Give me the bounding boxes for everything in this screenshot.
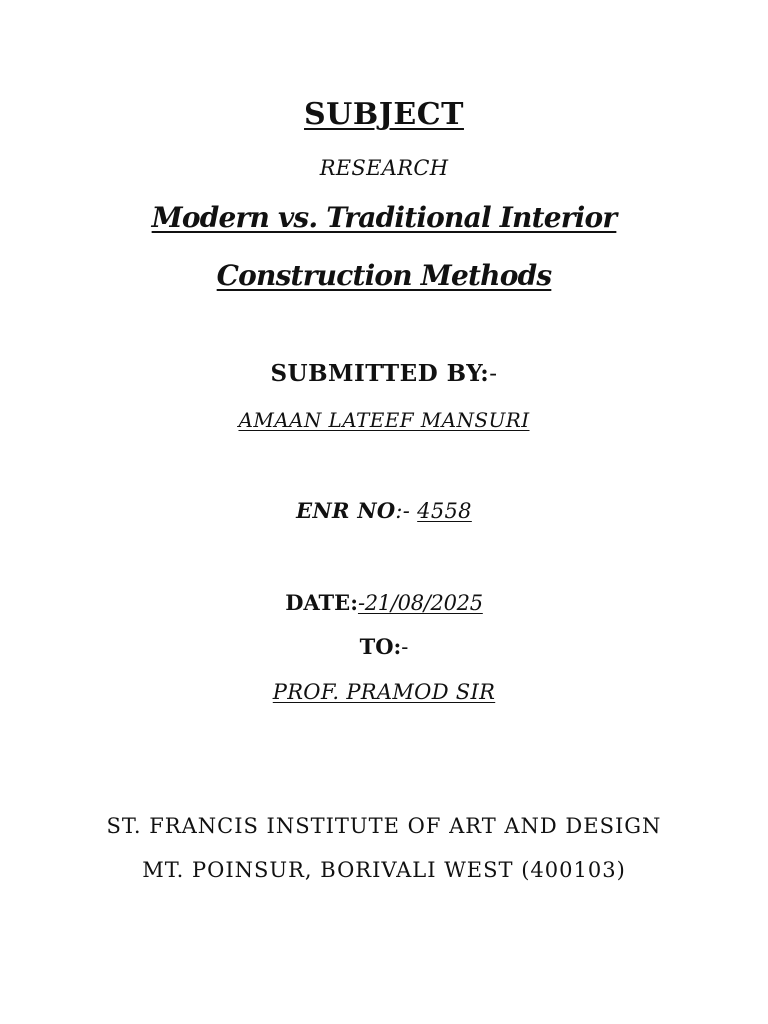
title-line-1: Modern vs. Traditional Interior (151, 201, 617, 234)
title-line-2-wrap (0, 259, 768, 292)
student-name-line (0, 410, 768, 430)
to-label: TO: (359, 634, 402, 659)
subject-heading: SUBJECT (304, 97, 464, 132)
date-value: -21/08/2025 (357, 591, 483, 615)
submitted-by-label: SUBMITTED BY: (270, 360, 490, 387)
date-line (0, 592, 768, 614)
enrollment-number: 4558 (417, 499, 472, 523)
to-line (0, 636, 768, 658)
to-separator: - (401, 635, 409, 659)
student-name: AMAAN LATEEF MANSURI (238, 408, 530, 432)
date-label: DATE: (285, 590, 358, 615)
subject-heading-line (0, 97, 768, 132)
institute-name: ST. FRANCIS INSTITUTE OF ART AND DESIGN (106, 814, 662, 838)
recipient-name: PROF. PRAMOD SIR (272, 680, 496, 704)
submitted-by-line (0, 362, 768, 386)
enrollment-line (0, 500, 768, 522)
enrollment-label: ENR NO (296, 498, 396, 523)
subject-name: RESEARCH (319, 156, 449, 180)
submitted-by-separator: - (489, 361, 498, 387)
institute-address: MT. POINSUR, BORIVALI WEST (400103) (142, 858, 626, 882)
title-line-2: Construction Methods (216, 259, 552, 292)
title-line-1-wrap (0, 201, 768, 234)
recipient-line (0, 682, 768, 703)
enrollment-separator: :- (395, 499, 418, 523)
